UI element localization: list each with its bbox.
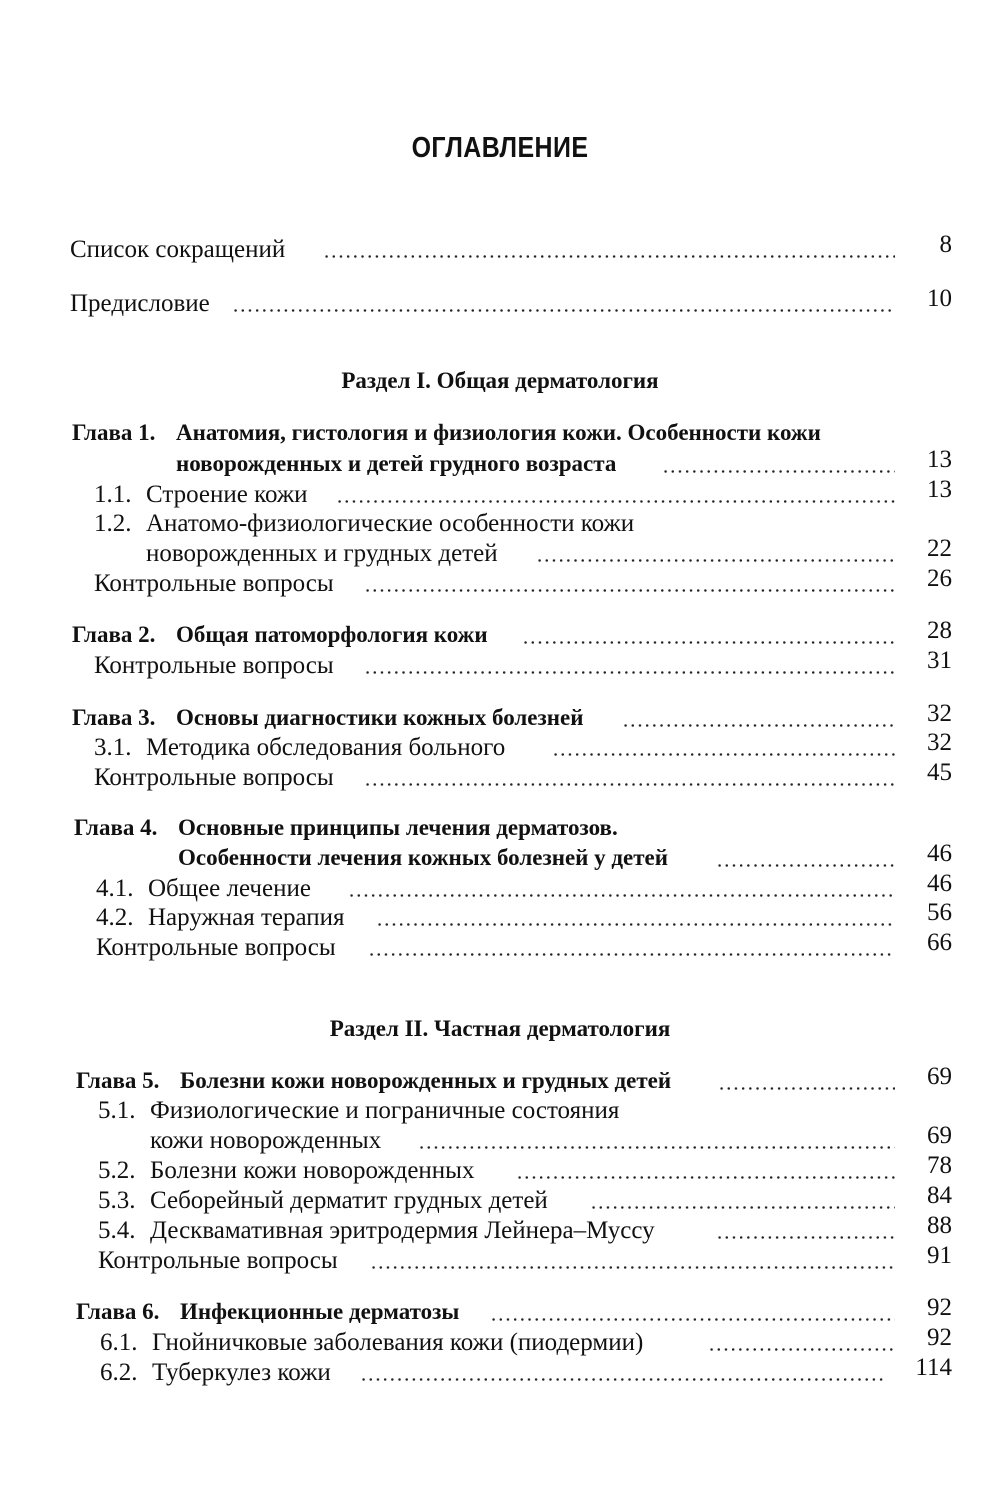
toc-page-number: 92: [927, 1324, 952, 1351]
toc-page-number: 26: [927, 565, 952, 592]
toc-page-number: 8: [939, 231, 952, 258]
toc-entry-5-2[interactable]: [0, 1152, 1000, 1189]
leader-dots: [590, 1206, 895, 1209]
leader-dots: [370, 1266, 895, 1269]
section-heading: Раздел II. Частная дерматология: [329, 1016, 671, 1041]
toc-entry-chapter-1[interactable]: [0, 446, 1000, 483]
subsection-number: 4.2.: [96, 904, 134, 931]
toc-entry-1-2[interactable]: [0, 510, 1000, 542]
toc-page-number: 10: [927, 285, 952, 312]
chapter-label: Глава 4.: [74, 815, 158, 840]
toc-entry-label: Себорейный дерматит грудных детей: [150, 1187, 548, 1214]
toc-entry-label: Анатомо-физиологические особенности кожи: [146, 510, 635, 537]
toc-entry-5-1-cont[interactable]: [0, 1122, 1000, 1159]
subsection-number: 5.3.: [98, 1187, 136, 1214]
toc-entry-4-2[interactable]: [0, 899, 1000, 936]
toc-entry-questions[interactable]: [0, 565, 1000, 602]
toc-entry-label: Болезни кожи новорожденных: [150, 1157, 475, 1184]
toc-entry-label: Строение кожи: [146, 481, 308, 508]
toc-page-number: 69: [927, 1122, 952, 1149]
toc-entry-questions[interactable]: [0, 1242, 1000, 1279]
toc-entry-4-1[interactable]: [0, 870, 1000, 907]
toc-entry-label: Контрольные вопросы: [94, 570, 334, 597]
leader-dots: [364, 783, 895, 786]
toc-page-number: 31: [927, 647, 952, 674]
toc-page-number: 84: [927, 1182, 952, 1209]
chapter-title: Болезни кожи новорожденных и грудных детей: [180, 1068, 672, 1093]
toc-entry-3-1[interactable]: [0, 729, 1000, 766]
leader-dots: [490, 1318, 895, 1321]
leader-dots: [718, 1087, 895, 1090]
chapter-title: Основные принципы лечения дерматозов.: [178, 815, 618, 840]
chapter-label: Глава 3.: [72, 705, 156, 730]
toc-entry-label: Гнойничковые заболевания кожи (пиодермии): [152, 1329, 644, 1356]
leader-dots: [552, 753, 895, 756]
subsection-number: 3.1.: [94, 734, 132, 761]
subsection-number: 5.2.: [98, 1157, 136, 1184]
toc-page-number: 32: [927, 729, 952, 756]
subsection-number: 5.1.: [98, 1097, 136, 1124]
toc-page-number: 114: [915, 1354, 952, 1381]
toc-entry-5-4[interactable]: [0, 1212, 1000, 1249]
toc-page-number: 13: [927, 446, 952, 473]
toc-page-number: 45: [927, 759, 952, 786]
toc-entry-label: Список сокращений: [70, 236, 286, 263]
toc-page-number: 69: [927, 1063, 952, 1090]
toc-entry-label-cont: кожи новорожденных: [150, 1127, 382, 1154]
toc-entry-label: Предисловие: [70, 290, 210, 317]
subsection-number: 6.2.: [100, 1359, 138, 1386]
toc-page-number: 78: [927, 1152, 952, 1179]
subsection-number: 1.2.: [94, 510, 132, 537]
toc-page-number: 56: [927, 899, 952, 926]
leader-dots: [232, 309, 895, 312]
leader-dots: [622, 724, 895, 727]
toc-entry-questions[interactable]: [0, 759, 1000, 796]
chapter-title: Основы диагностики кожных болезней: [176, 705, 584, 730]
leader-dots: [364, 589, 895, 592]
leader-dots: [536, 559, 895, 562]
subsection-number: 1.1.: [94, 481, 132, 508]
leader-dots: [376, 923, 895, 926]
toc-entry-chapter-2[interactable]: [0, 617, 1000, 654]
toc-entry-label: Физиологические и пограничные состояния: [150, 1097, 620, 1124]
toc-entry-questions[interactable]: [0, 647, 1000, 684]
toc-page-number: 88: [927, 1212, 952, 1239]
leader-dots: [716, 1236, 895, 1239]
toc-entry-5-1[interactable]: [0, 1097, 1000, 1129]
leader-dots: [323, 255, 895, 258]
toc-entry-abbreviations[interactable]: [0, 231, 1000, 268]
toc-page-number: 46: [927, 840, 952, 867]
toc-entry-label-cont: новорожденных и грудных детей: [146, 540, 498, 567]
subsection-number: 4.1.: [96, 875, 134, 902]
toc-entry-label: Общее лечение: [148, 875, 311, 902]
leader-dots: [348, 894, 895, 897]
toc-entry-6-1[interactable]: [0, 1324, 1000, 1361]
toc-page-number: 13: [927, 476, 952, 503]
toc-page-number: 32: [927, 700, 952, 727]
toc-page-number: 46: [927, 870, 952, 897]
toc-page-number: 92: [927, 1294, 952, 1321]
toc-entry-1-1[interactable]: [0, 476, 1000, 513]
leader-dots: [336, 500, 895, 503]
leader-dots: [662, 470, 895, 473]
chapter-title: Анатомия, гистология и физиология кожи. Особенности кожи: [176, 420, 821, 445]
chapter-title-cont: новорожденных и детей грудного возраста: [176, 451, 617, 476]
leader-dots: [516, 1176, 895, 1179]
toc-entry-1-2-cont[interactable]: [0, 535, 1000, 572]
toc-entry-label: Методика обследования больного: [146, 734, 506, 761]
leader-dots: [368, 953, 895, 956]
chapter-title: Инфекционные дерматозы: [180, 1299, 460, 1324]
leader-dots: [716, 864, 895, 867]
toc-entry-label: Контрольные вопросы: [94, 764, 334, 791]
toc-page-number: 91: [927, 1242, 952, 1269]
toc-page-number: 66: [927, 929, 952, 956]
leader-dots: [522, 641, 895, 644]
chapter-title-cont: Особенности лечения кожных болезней у детей: [178, 845, 669, 870]
chapter-label: Глава 5.: [76, 1068, 160, 1093]
subsection-number: 5.4.: [98, 1217, 136, 1244]
page-title: ОГЛАВЛЕНИЕ: [411, 132, 589, 164]
leader-dots: [708, 1348, 895, 1351]
toc-entry-label: Контрольные вопросы: [96, 934, 336, 961]
toc-page-number: 22: [927, 535, 952, 562]
toc-entry-label: Наружная терапия: [148, 904, 345, 931]
chapter-title: Общая патоморфология кожи: [176, 622, 488, 647]
toc-entry-chapter-5[interactable]: [0, 1063, 1000, 1100]
toc-page-number: 28: [927, 617, 952, 644]
leader-dots: [360, 1378, 885, 1381]
toc-entry-5-3[interactable]: [0, 1182, 1000, 1219]
subsection-number: 6.1.: [100, 1329, 138, 1356]
toc-entry-chapter-4[interactable]: [0, 840, 1000, 877]
toc-entry-preface[interactable]: [0, 285, 1000, 322]
section-heading: Раздел I. Общая дерматология: [341, 368, 659, 393]
toc-entry-chapter-6[interactable]: [0, 1294, 1000, 1331]
toc-entry-label: Туберкулез кожи: [152, 1359, 331, 1386]
toc-entry-6-2[interactable]: [0, 1354, 1000, 1391]
chapter-label: Глава 2.: [72, 622, 156, 647]
chapter-label: Глава 6.: [76, 1299, 160, 1324]
toc-entry-label: Контрольные вопросы: [98, 1247, 338, 1274]
toc-entry-chapter-3[interactable]: [0, 700, 1000, 737]
chapter-label: Глава 1.: [72, 420, 156, 445]
toc-entry-questions[interactable]: [0, 929, 1000, 966]
leader-dots: [418, 1146, 895, 1149]
toc-entry-label: Контрольные вопросы: [94, 652, 334, 679]
toc-entry-label: Десквамативная эритродермия Лейнера–Муссу: [150, 1217, 655, 1244]
leader-dots: [364, 671, 895, 674]
